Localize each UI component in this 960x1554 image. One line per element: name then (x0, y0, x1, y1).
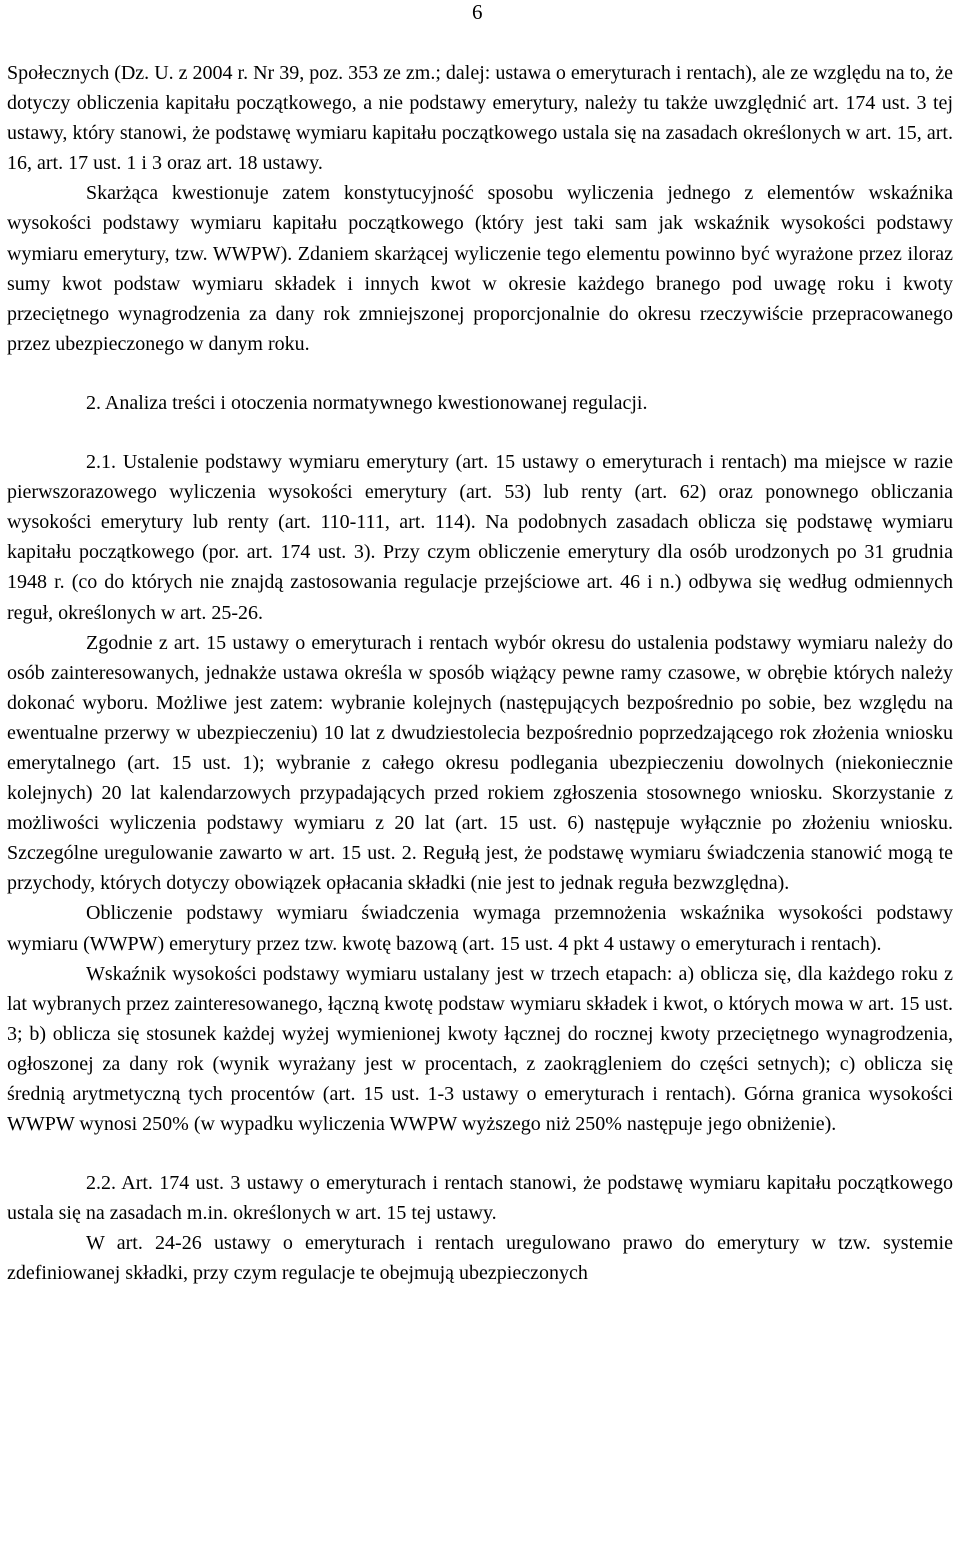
paragraph-art24: W art. 24-26 ustawy o emeryturach i rentach uregulowano prawo do emerytury w tzw. systemie zdefiniowanej składki, przy czym regulacje te obejmują ubezpieczonych (7, 1232, 953, 1285)
paragraph-art15: Zgodnie z art. 15 ustawy o emeryturach i rentach wybór okresu do ustalenia podstawy wymiaru należy do osób zainteresowanych, jednakże ustawa określa w sposób wiążący pewne ramy czasowe, w obrębie których należy dokonać wyboru. Możliwe jest zatem: wybranie kolejnych (następujących bezpośrednio po sobie, bez względu na ewentualne przerwy w ubezpieczeniu) 10 lat z dwudziestolecia bezpośrednio poprzedzającego rok złożenia wniosku emerytalnego (art. 15 ust. 1); wybranie z całego okresu podlegania ubezpieczeniu dowolnych (niekoniecznie kolejnych) 20 lat kalendarzowych przypadających przed rokiem zgłoszenia stosownego wniosku. Skorzystanie z możliwości wyliczenia podstawy wymiaru z 20 lat (art. 15 ust. 6) następuje wyłącznie po złożeniu wniosku. Szczególne uregulowanie zawarto w art. 15 ust. 2. Regułą jest, że podstawę wymiaru świadczenia stanowić mogą te przychody, których dotyczy obowiązek opłacania składki (nie jest to jednak reguła bezwzględna). (7, 631, 953, 895)
paragraph-calculation: Obliczenie podstawy wymiaru świadczenia wymaga przemnożenia wskaźnika wysokości podstawy wymiaru (WWPW) emerytury przez tzw. kwotę bazową (art. 15 ust. 4 pkt 4 ustawy o emeryturach i rentach). (7, 902, 953, 955)
paragraph-complaint: Skarżąca kwestionuje zatem konstytucyjność sposobu wyliczenia jednego z elementów wskaźnika wysokości podstawy wymiaru kapitału początkowego (który jest taki sam jak wskaźnik wysokości podstawy wymiaru emerytury, tzw. WWPW). Zdaniem skarżącej wyliczenie tego elementu powinno być wyrażone przez iloraz sumy kwot podstaw wymiaru składek i innych kwot w okresie każdego branego pod uwagę roku i kwoty przeciętnego wynagrodzenia za dany rok zmniejszonej proporcjonalnie do okresu rzeczywiście przepracowanego przez ubezpieczonego w danym roku. (7, 182, 953, 355)
paragraph-wwpw: Wskaźnik wysokości podstawy wymiaru ustalany jest w trzech etapach: a) oblicza się, dla każdego roku z lat wybranych przez zainteresowanego, łączną kwotę podstaw wymiaru składek i kwot, o których mowa w art. 15 ust. 3; b) oblicza się stosunek każdej wyżej wymienionej kwoty łącznej do rocznej kwoty przeciętnego wynagrodzenia, ogłoszonej za dany rok (wynik wyrażany jest w procentach, z zaokrągleniem do części setnych); c) oblicza się średnią arytmetyczną tych procentów (art. 15 ust. 1-3 ustawy o emeryturach i rentach). Górna granica wysokości WWPW wynosi 250% (w wypadku wyliczenia WWPW wyższego niż 250% następuje jego obniżenie). (7, 962, 953, 1136)
paragraph-2-2: 2.2. Art. 174 ust. 3 ustawy o emeryturach i rentach stanowi, że podstawę wymiaru kapitału początkowego ustala się na zasadach m.in. określonych w art. 15 tej ustawy. (7, 1172, 953, 1225)
page-number: 6 (472, 0, 483, 24)
document-body (7, 58, 953, 1289)
paragraph-intro: Społecznych (Dz. U. z 2004 r. Nr 39, poz. 353 ze zm.; dalej: ustawa o emeryturach i rentach), ale ze względu na to, że dotyczy obliczenia kapitału początkowego, a nie podstawy emerytury, należy tu także uwzględnić art. 174 ust. 3 tej ustawy, który stanowi, że podstawę wymiaru kapitału początkowego ustala się na zasadach określonych w art. 15, art. 16, art. 17 ust. 1 i 3 oraz art. 18 ustawy. (7, 62, 953, 175)
paragraph-2-1: 2.1. Ustalenie podstawy wymiaru emerytury (art. 15 ustawy o emeryturach i rentach) ma miejsce w razie pierwszorazowego wyliczenia wysokości emerytury (art. 53) lub renty (art. 62) oraz ponownego obliczania wysokości emerytury lub renty (art. 110-111, art. 114). Na podobnych zasadach oblicza się podstawę wymiaru kapitału początkowego (por. art. 174 ust. 3). Przy czym obliczenie emerytury dla osób urodzonych po 31 grudnia 1948 r. (co do których nie znajdą zastosowania regulacje przejściowe art. 46 i n.) odbywa się według odmiennych reguł, określonych w art. 25-26. (7, 451, 953, 624)
section-heading-2: 2. Analiza treści i otoczenia normatywnego kwestionowanej regulacji. (86, 391, 648, 414)
